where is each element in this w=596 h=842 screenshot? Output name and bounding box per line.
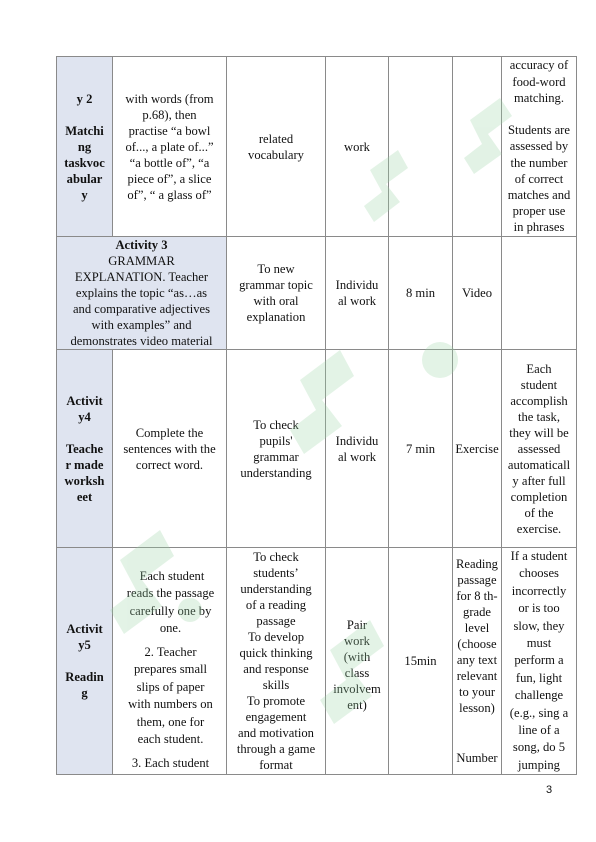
resources-line: relevant bbox=[456, 669, 498, 684]
procedure-line: “a bottle of”, “a bbox=[129, 155, 210, 170]
activity-line: Activit bbox=[66, 622, 103, 637]
objective-line: related bbox=[258, 131, 294, 146]
activity-line: Teache bbox=[65, 441, 104, 456]
activity-line: worksh bbox=[64, 473, 105, 488]
activity-line: y5 bbox=[78, 638, 91, 653]
time-cell: 7 min bbox=[389, 350, 453, 548]
activity-line: Readin bbox=[65, 670, 104, 685]
assessment-line: automaticall bbox=[507, 457, 571, 472]
objective-cell bbox=[227, 350, 326, 548]
activity-line: Activit bbox=[66, 393, 103, 408]
procedure-line: Complete the bbox=[135, 425, 204, 440]
resources-cell: Exercise bbox=[453, 350, 502, 548]
resources-cell bbox=[453, 548, 502, 775]
objective-line: and motivation bbox=[238, 726, 314, 741]
mode-line: al work bbox=[337, 449, 377, 464]
objective-line: engagement bbox=[245, 710, 307, 725]
procedure-line: p.68), then bbox=[142, 107, 197, 122]
procedure-line: correct word. bbox=[135, 457, 204, 472]
assessment-line: of the bbox=[524, 505, 554, 520]
mode-line: ent) bbox=[347, 698, 367, 713]
objective-line: skills bbox=[262, 678, 290, 693]
objective-line: To new bbox=[257, 262, 295, 276]
assessment-line: exercise. bbox=[516, 521, 562, 536]
objective-line: To promote bbox=[246, 694, 306, 709]
resources-line: for 8 th- bbox=[456, 589, 498, 604]
procedure-line: practise “a bowl bbox=[128, 123, 211, 138]
objective-line: students’ bbox=[253, 566, 299, 581]
assessment-line: song, do 5 bbox=[512, 740, 566, 755]
assessment-line: line of a bbox=[518, 723, 560, 738]
procedure-cell bbox=[113, 548, 227, 775]
mode-cell bbox=[326, 548, 389, 775]
activity-line: y4 bbox=[78, 409, 91, 424]
activity-line: EXPLANATION. Teacher bbox=[74, 270, 209, 284]
objective-line: grammar bbox=[253, 449, 299, 464]
procedure-line: sentences with the bbox=[123, 441, 216, 456]
procedure-cell bbox=[113, 350, 227, 548]
mode-line: class bbox=[344, 666, 370, 681]
activity-line: and comparative adjectives bbox=[72, 302, 211, 316]
resources-line: level bbox=[464, 621, 490, 636]
assessment-line: matching. bbox=[513, 90, 564, 105]
assessment-line: food-word bbox=[512, 74, 566, 89]
assessment-line: must bbox=[526, 636, 552, 651]
activity-cell bbox=[57, 57, 113, 237]
procedure-line: them, one for bbox=[136, 714, 205, 729]
objective-line: To check bbox=[253, 550, 299, 565]
objective-line: through a game bbox=[236, 742, 316, 757]
assessment-line: of correct bbox=[514, 171, 564, 186]
activity-cell bbox=[57, 237, 227, 350]
assessment-line: the number bbox=[510, 155, 568, 170]
assessment-line: assessed by bbox=[509, 139, 569, 154]
assessment-line: they will be bbox=[509, 425, 569, 440]
assessment-line: accuracy of bbox=[509, 58, 569, 73]
time-cell bbox=[389, 57, 453, 237]
resources-line: Reading bbox=[456, 557, 498, 572]
activity-line: with examples” and bbox=[91, 318, 192, 332]
lesson-plan-table bbox=[56, 56, 577, 775]
procedure-line: 3. Each student bbox=[131, 755, 210, 770]
activity-line: eet bbox=[76, 489, 93, 504]
activity-line: explains the topic “as…as bbox=[75, 286, 208, 300]
assessment-line: chooses bbox=[519, 566, 559, 581]
procedure-line: Each student bbox=[139, 568, 205, 583]
time-cell: 15min bbox=[389, 548, 453, 775]
objective-line: To check bbox=[253, 417, 299, 432]
objective-line: understanding bbox=[240, 582, 312, 597]
assessment-line: Each bbox=[526, 361, 552, 376]
assessment-line: the task, bbox=[518, 409, 560, 424]
resources-cell bbox=[453, 57, 502, 237]
objective-line: and response bbox=[243, 662, 309, 677]
procedure-line: each student. bbox=[137, 732, 204, 747]
assessment-line: Students are bbox=[508, 123, 570, 138]
assessment-cell bbox=[502, 237, 577, 350]
objective-line: understanding bbox=[240, 465, 312, 480]
table-row bbox=[57, 350, 577, 548]
resources-line: lesson) bbox=[459, 701, 495, 716]
mode-line: Individu bbox=[335, 278, 379, 292]
mode-line: al work bbox=[337, 294, 377, 308]
mode-line: work bbox=[344, 634, 370, 649]
assessment-line: challenge bbox=[514, 688, 564, 703]
activity-line: y 2 bbox=[76, 91, 93, 106]
procedure-line: with numbers on bbox=[128, 697, 213, 712]
assessment-line: fun, light bbox=[515, 670, 563, 685]
resources-line: to your bbox=[458, 685, 496, 700]
mode-cell bbox=[326, 57, 389, 237]
mode-line: Individu bbox=[335, 433, 379, 448]
objective-cell bbox=[227, 548, 326, 775]
activity-cell bbox=[57, 350, 113, 548]
assessment-cell bbox=[502, 350, 577, 548]
objective-line: format bbox=[259, 758, 293, 773]
assessment-line: If a student bbox=[510, 549, 568, 563]
mode-cell bbox=[326, 350, 389, 548]
resources-line: passage bbox=[457, 573, 497, 588]
mode-line: involvem bbox=[333, 682, 381, 697]
procedure-line: one. bbox=[159, 621, 182, 636]
resources-line: any text bbox=[456, 653, 498, 668]
assessment-line: slow, they bbox=[513, 618, 565, 633]
assessment-line: incorrectly bbox=[511, 583, 567, 598]
procedure-line: with words (from bbox=[125, 91, 214, 106]
activity-line: r made bbox=[65, 457, 104, 472]
objective-line: pupils' bbox=[259, 433, 293, 448]
assessment-line: proper use bbox=[512, 204, 566, 219]
objective-line: passage bbox=[256, 614, 296, 629]
assessment-line: student bbox=[520, 377, 558, 392]
procedure-line: prepares small bbox=[133, 662, 208, 677]
procedure-cell bbox=[113, 57, 227, 237]
assessment-line: (e.g., sing a bbox=[509, 705, 569, 720]
mode-line: work bbox=[344, 139, 370, 154]
activity-line: y bbox=[81, 187, 88, 202]
mode-line: (with bbox=[343, 650, 371, 665]
assessment-line: jumping bbox=[518, 757, 560, 772]
procedure-line: slips of paper bbox=[136, 679, 205, 694]
assessment-line: accomplish bbox=[510, 393, 568, 408]
table-row bbox=[57, 548, 577, 775]
procedure-line: of”, “ a glass of” bbox=[127, 187, 212, 202]
procedure-line: 2. Teacher bbox=[144, 644, 197, 659]
objective-line: explanation bbox=[246, 310, 306, 324]
activity-line: abular bbox=[66, 171, 103, 186]
assessment-line: assessed bbox=[517, 441, 561, 456]
mode-line: Pair bbox=[346, 618, 368, 633]
objective-line: vocabulary bbox=[248, 147, 304, 162]
activity-cell bbox=[57, 548, 113, 775]
objective-line: of a reading bbox=[245, 598, 307, 613]
activity-title: Activity 3 bbox=[115, 238, 168, 252]
activity-line: taskvoc bbox=[64, 155, 105, 170]
procedure-line: of..., a plate of...” bbox=[125, 139, 214, 154]
assessment-line: y after full bbox=[512, 473, 566, 488]
mode-cell bbox=[326, 237, 389, 350]
assessment-cell bbox=[502, 57, 577, 237]
resources-line: Number bbox=[456, 751, 498, 766]
objective-line: grammar topic bbox=[239, 278, 313, 292]
objective-line: To develop bbox=[247, 630, 305, 645]
resources-cell: Video bbox=[453, 237, 502, 350]
table-row bbox=[57, 237, 577, 350]
assessment-line: or is too bbox=[518, 601, 560, 616]
activity-line: demonstrates video material bbox=[70, 334, 213, 348]
assessment-line: perform a bbox=[514, 653, 564, 668]
activity-line: GRAMMAR bbox=[108, 254, 175, 268]
activity-line: g bbox=[81, 686, 88, 701]
objective-line: with oral bbox=[253, 294, 299, 308]
objective-cell bbox=[227, 237, 326, 350]
resources-line: (choose bbox=[457, 637, 497, 652]
procedure-line: carefully one by bbox=[129, 603, 212, 618]
page-number: 3 bbox=[546, 784, 553, 796]
objective-cell bbox=[227, 57, 326, 237]
assessment-line: matches and bbox=[507, 187, 571, 202]
activity-line: ng bbox=[77, 139, 92, 154]
assessment-line: in phrases bbox=[513, 220, 565, 235]
objective-line: quick thinking bbox=[239, 646, 313, 661]
procedure-line: reads the passage bbox=[126, 586, 215, 601]
time-cell: 8 min bbox=[389, 237, 453, 350]
activity-line: Matchi bbox=[65, 123, 104, 138]
assessment-line: completion bbox=[510, 489, 568, 504]
table-row bbox=[57, 57, 577, 237]
procedure-line: piece of”, a slice bbox=[127, 171, 212, 186]
assessment-cell bbox=[502, 548, 577, 775]
resources-line: grade bbox=[463, 605, 491, 620]
